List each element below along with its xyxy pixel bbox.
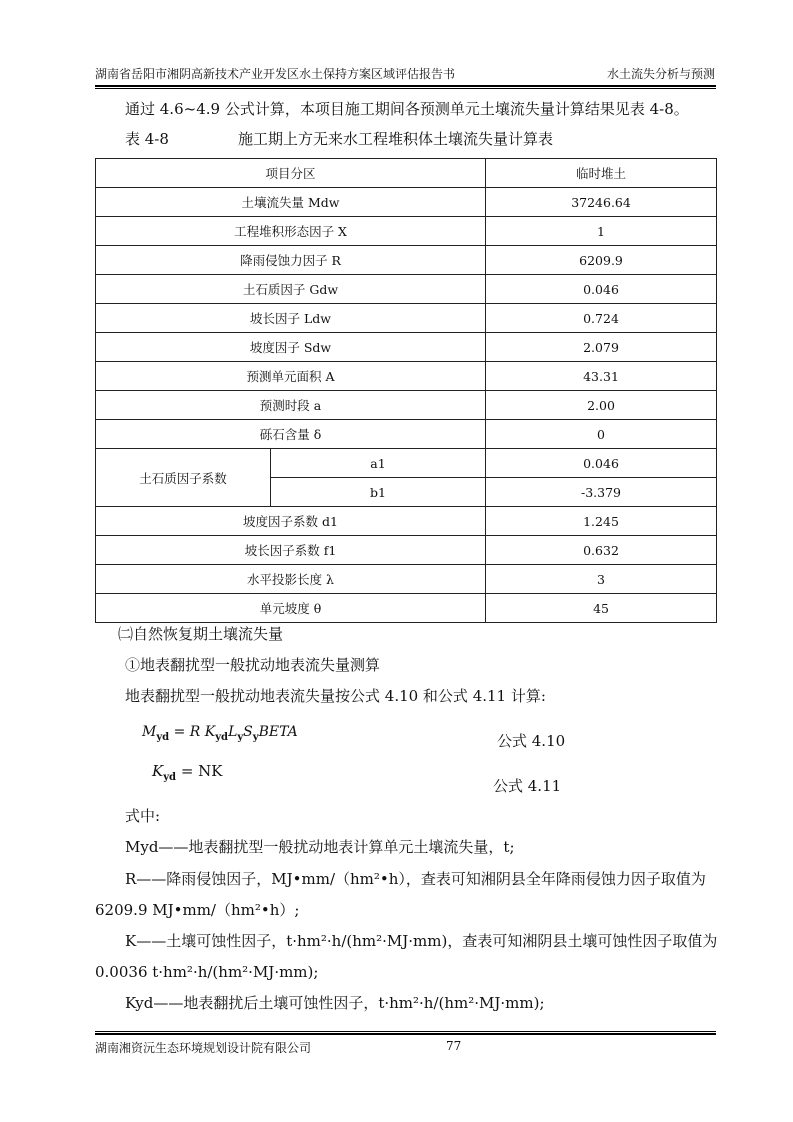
row-label: 单元坡度 θ [96, 594, 486, 623]
footer-organization: 湖南湘资沅生态环境规划设计院有限公司 [95, 1041, 312, 1055]
table-row [96, 304, 717, 333]
table-row [96, 536, 717, 565]
header-rule-thin [95, 88, 716, 89]
def-kyd: Kyd——地表翻扰后土壤可蚀性因子，t·hm²·h/(hm²·MJ·mm); [125, 994, 545, 1012]
table-row [96, 246, 717, 275]
row-label: 土石质因子 Gdw [96, 275, 486, 304]
sub-title: ①地表翻扰型一般扰动地表流失量测算 [125, 656, 381, 674]
def-r-line1: R——降雨侵蚀因子，MJ•mm/（hm²•h），查表可知湘阴县全年降雨侵蚀力因子取值为 [125, 870, 706, 888]
method-text: 地表翻扰型一般扰动地表流失量按公式 4.10 和公式 4.11 计算: [125, 687, 546, 705]
page-number: 77 [446, 1039, 462, 1053]
row-label: 水平投影长度 λ [96, 565, 486, 594]
row-value: 37246.64 [486, 188, 717, 217]
row-value: 0.046 [486, 449, 717, 478]
def-k-line1: K——土壤可蚀性因子，t·hm²·h/(hm²·MJ·mm)，查表可知湘阴县土壤可蚀性因子取值为 [125, 932, 718, 950]
formula-kyd: $K_{yd}$ = NK [152, 762, 223, 783]
page-header [95, 64, 715, 84]
row-label: 土壤流失量 Mdw [96, 188, 486, 217]
table-header-row [96, 159, 717, 188]
formula-myd: $M_{yd} = R$ $K_{yd}L_yS_yBETA$ [142, 724, 298, 743]
formula-4-10-label: 公式 4.10 [497, 732, 566, 750]
row-label: 砾石含量 δ [96, 420, 486, 449]
table-row [96, 449, 717, 478]
column-header-zone: 项目分区 [96, 159, 486, 188]
def-myd: Myd——地表翻扰型一般扰动地表计算单元土壤流失量，t; [125, 838, 515, 856]
table-row [96, 507, 717, 536]
row-label: 坡长因子系数 f1 [96, 536, 486, 565]
table-row [96, 362, 717, 391]
sub-row-label: a1 [271, 449, 486, 478]
table-row [96, 420, 717, 449]
footer-rule [95, 1033, 716, 1035]
row-value: 0.046 [486, 275, 717, 304]
table-caption-title: 施工期上方无来水工程堆积体土壤流失量计算表 [238, 130, 554, 148]
header-report-title: 湖南省岳阳市湘阴高新技术产业开发区水土保持方案区域评估报告书 [95, 67, 456, 81]
table-caption-number: 表 4-8 [125, 130, 169, 148]
row-value: 0.632 [486, 536, 717, 565]
row-value: 6209.9 [486, 246, 717, 275]
row-label: 预测单元面积 A [96, 362, 486, 391]
row-value: 1.245 [486, 507, 717, 536]
group-label: 土石质因子系数 [96, 449, 271, 507]
row-label: 工程堆积形态因子 X [96, 217, 486, 246]
table-row [96, 188, 717, 217]
row-value: 2.079 [486, 333, 717, 362]
row-label: 坡度因子系数 d1 [96, 507, 486, 536]
row-value: -3.379 [486, 478, 717, 507]
def-k-line2: 0.0036 t·hm²·h/(hm²·MJ·mm); [95, 963, 319, 981]
footer-rule-thin [95, 1031, 716, 1032]
row-value: 43.31 [486, 362, 717, 391]
column-header-temp-soil: 临时堆土 [486, 159, 717, 188]
table-row [96, 391, 717, 420]
sub-row-label: b1 [271, 478, 486, 507]
row-label: 坡度因子 Sdw [96, 333, 486, 362]
table-row [96, 594, 717, 623]
intro-paragraph: 通过 4.6~4.9 公式计算，本项目施工期间各预测单元土壤流失量计算结果见表 4-8。 [125, 100, 689, 118]
table-row [96, 217, 717, 246]
row-value: 2.00 [486, 391, 717, 420]
soil-loss-table [95, 158, 717, 623]
header-chapter-title: 水土流失分析与预测 [606, 67, 715, 81]
where-label: 式中: [125, 807, 161, 825]
row-value: 1 [486, 217, 717, 246]
def-r-line2: 6209.9 MJ•mm/（hm²•h）; [95, 901, 300, 919]
row-label: 降雨侵蚀力因子 R [96, 246, 486, 275]
table-row [96, 275, 717, 304]
table-row [96, 333, 717, 362]
row-value: 3 [486, 565, 717, 594]
formula-4-11-label: 公式 4.11 [493, 777, 562, 795]
section-title: ㈡自然恢复期土壤流失量 [118, 625, 284, 643]
row-value: 0 [486, 420, 717, 449]
row-label: 预测时段 a [96, 391, 486, 420]
row-value: 45 [486, 594, 717, 623]
table-row [96, 565, 717, 594]
row-value: 0.724 [486, 304, 717, 333]
row-label: 坡长因子 Ldw [96, 304, 486, 333]
header-rule [95, 85, 716, 87]
